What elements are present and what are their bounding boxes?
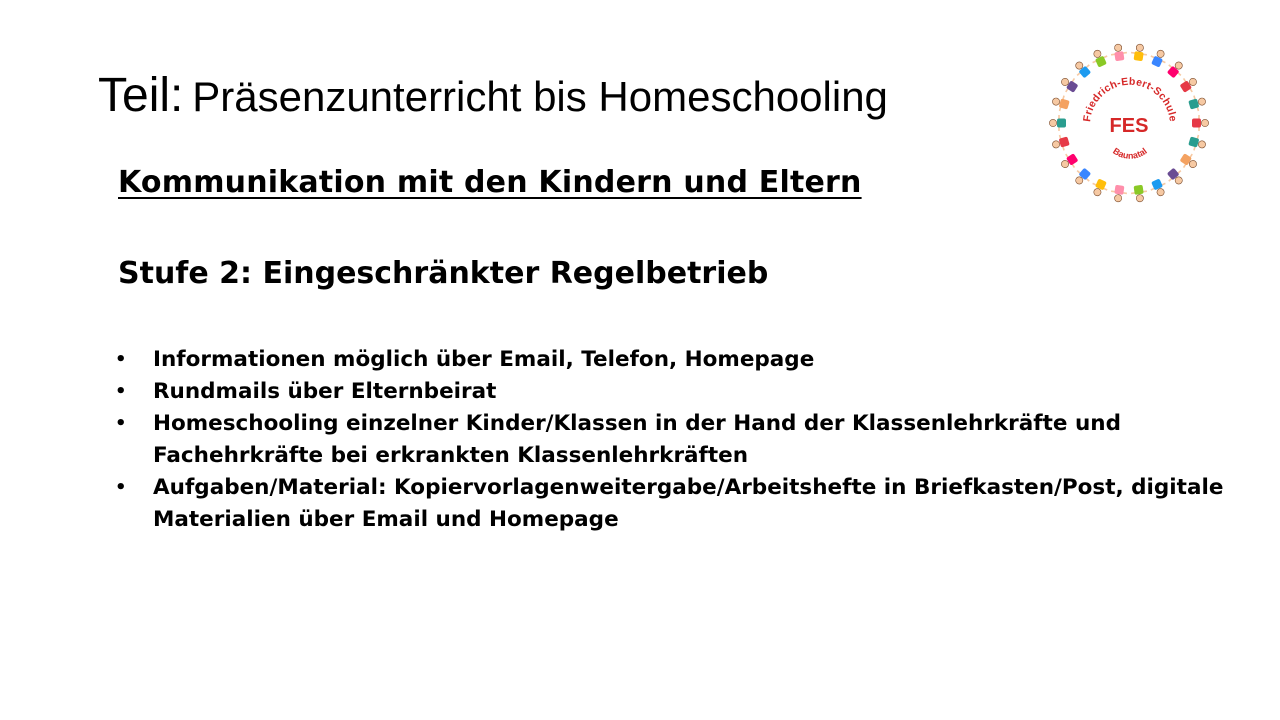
title-prefix: Teil: (98, 69, 184, 122)
title-text: Präsenzunterricht bis Homeschooling (192, 73, 888, 120)
svg-text:Baunatal (1111, 146, 1149, 161)
logo-town: Baunatal (1111, 145, 1149, 161)
bullet-list (115, 344, 1225, 536)
bullet-dot: • (115, 413, 127, 434)
section-subtitle: Kommunikation mit den Kindern und Eltern (118, 165, 862, 200)
logo-school-name: Friedrich-Ebert-Schule (1081, 75, 1179, 123)
bullet-text: Homeschooling einzelner Kinder/Klassen in der Hand der Klassenlehrkräfte und Fachehrkräfte bei erkrankten Klassenlehrkräften (153, 411, 1121, 468)
bullet-item (115, 344, 1225, 376)
stage-heading: Stufe 2: Eingeschränkter Regelbetrieb (118, 256, 769, 291)
bullet-text: Rundmails über Elternbeirat (153, 379, 497, 404)
bullet-dot: • (115, 477, 127, 498)
logo-child-figure (1058, 150, 1081, 172)
bullet-dot: • (115, 349, 127, 370)
logo-child-figure (1130, 43, 1148, 62)
logo-child-figure (1050, 93, 1070, 113)
school-logo (1046, 40, 1212, 206)
bullet-item (115, 376, 1225, 408)
logo-child-figure (1058, 73, 1081, 95)
logo-child-figure (1187, 133, 1207, 153)
bullet-item (115, 472, 1225, 536)
logo-child-figure (1192, 115, 1209, 131)
logo-child-figure (1089, 47, 1110, 69)
logo-child-figure (1071, 58, 1094, 81)
logo-child-figure (1178, 150, 1201, 172)
logo-child-figure (1130, 184, 1148, 203)
logo-child-figure (1071, 165, 1094, 188)
logo-child-figure (1164, 165, 1187, 188)
logo-child-figure (1148, 177, 1169, 199)
logo-initials: FES (1109, 115, 1149, 137)
logo-child-figure (1187, 93, 1207, 113)
bullet-text: Aufgaben/Material: Kopiervorlagenweitergabe/Arbeitshefte in Briefkasten/Post, digitale Materialien über Email und Homepage (153, 475, 1224, 532)
logo-child-figure (1089, 177, 1110, 199)
bullet-item (115, 408, 1225, 472)
logo-child-figure (1164, 58, 1187, 81)
bullet-dot: • (115, 381, 127, 402)
logo-child-figure (1050, 133, 1070, 153)
logo-child-figure (1110, 184, 1128, 203)
logo-child-figure (1148, 47, 1169, 69)
slide-title (98, 69, 888, 122)
bullet-text: Informationen möglich über Email, Telefon, Homepage (153, 347, 815, 372)
logo-child-figure (1110, 43, 1128, 62)
logo-child-figure (1049, 115, 1066, 131)
logo-child-figure (1178, 73, 1201, 95)
